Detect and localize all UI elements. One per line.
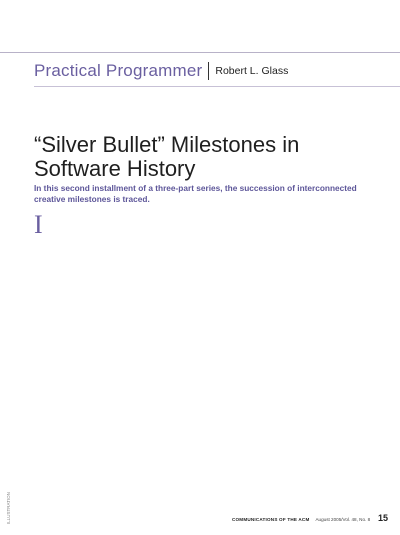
page-footer [232,517,370,522]
illustration-credit [6,466,16,524]
body-column-3 [274,212,378,502]
header-divider [208,62,209,80]
column-name: Practical Programmer [34,61,203,80]
body-column-2 [154,212,258,502]
issue-info: August 2005/Vol. 48, No. 8 [315,517,371,522]
body-column-1 [34,212,138,502]
article-deck: In this second installment of a three-part series, the succession of interconnected creative milestones is traced. [34,183,357,204]
author-name: Robert L. Glass [215,65,289,77]
article-body [34,212,386,502]
top-rule [0,52,400,53]
article-headline: “Silver Bullet” Milestones in Software History [34,132,300,181]
column-header [34,60,288,82]
drop-cap: I [34,210,43,239]
header-rule [34,86,400,87]
page-number: 15 [378,513,389,523]
journal-name: COMMUNICATIONS OF THE ACM [232,517,310,522]
illustration-credit-text: ILLUSTRATION [6,492,11,524]
